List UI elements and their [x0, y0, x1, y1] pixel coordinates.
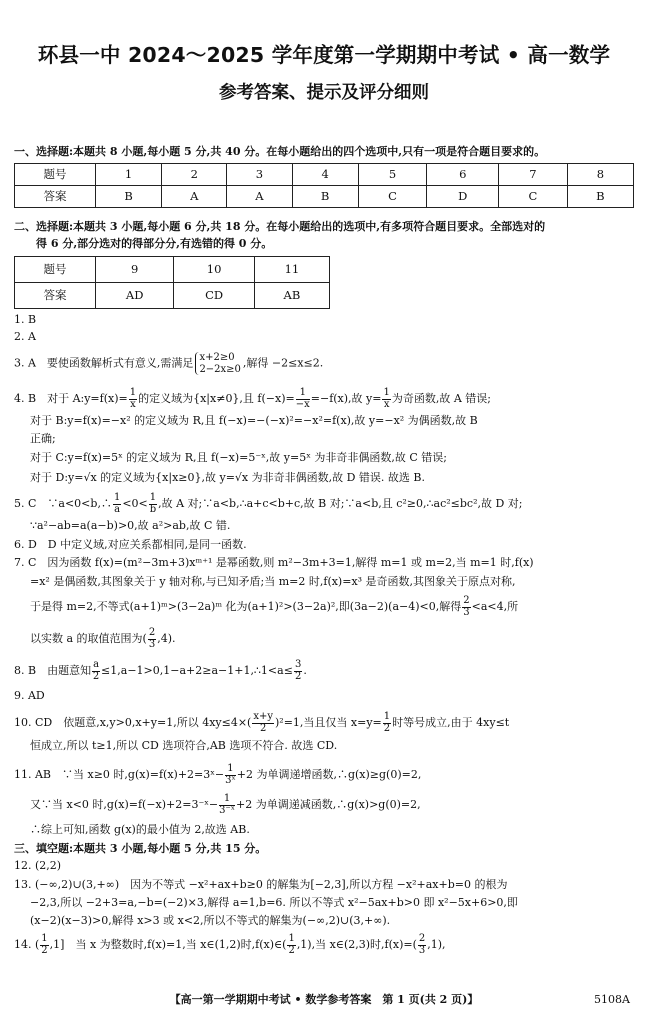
solution-text: 8. B 由题意知 [14, 664, 92, 677]
solution-1: 1. B [14, 313, 37, 326]
table-cell: A [162, 186, 227, 208]
solution-text: 于是得 m=2,不等式(a+1)ᵐ>(3−2a)ᵐ 化为(a+1)²>(3−2a)²,即(3a−2)(a−4)<0,解得 [30, 600, 462, 613]
fraction: $\frac{2}{3}$ [148, 627, 156, 650]
solution-4-line1 [14, 388, 491, 410]
table-cell: B [96, 186, 162, 208]
table-cell: C [358, 186, 427, 208]
fraction: $\frac{1}{b}$ [149, 492, 157, 515]
solution-text: 的定义域为{x|x≠0},且 f(−x)= [138, 392, 295, 405]
solution-text: <a<4,所 [471, 600, 519, 613]
fraction: $\frac{1}{\text{3ˣ}}$ [225, 763, 236, 786]
fraction: $\frac{1}{2}$ [41, 933, 48, 956]
solution-11-line3: ∴综上可知,函数 g(x)的最小值为 2,故选 AB. [30, 823, 250, 836]
solution-text: 11. AB ∵当 x≥0 时,g(x)=f(x)+2=3ˣ− [14, 768, 225, 781]
table-cell: 6 [427, 164, 499, 186]
table-cell: A [227, 186, 292, 208]
page-title: 环县一中 2024～2025 学年度第一学期期中考试 • 高一数学 [37, 43, 611, 67]
solution-5-line1 [14, 493, 523, 515]
solution-text: 为奇函数,故 A 错误; [391, 392, 491, 405]
solution-2: 2. A [14, 330, 36, 343]
fraction: $\frac{1}{2}$ [383, 711, 391, 734]
solution-13-line3: (x−2)(x−3)>0,解得 x>3 或 x<2,所以不等式的解集为(−∞,2)∪(3,+∞). [30, 914, 391, 927]
solution-6: 6. D D 中定义域,对应关系都相同,是同一函数. [14, 538, 247, 551]
table-cell: 10 [174, 257, 254, 283]
inequality-line: 2−2x≥0 [199, 363, 241, 375]
solution-5-line2: ∵a²−ab=a(a−b)>0,故 a²>ab,故 C 错. [30, 519, 231, 532]
solution-7-line2: =x² 是偶函数,其图象关于 y 轴对称,与已知矛盾;当 m=2 时,f(x)=x³ 是奇函数,其图象关于原点对称, [30, 575, 516, 588]
solution-11-line2 [30, 794, 421, 816]
section3-heading: 三、填空题:本题共 3 小题,每小题 5 分,共 15 分。 [14, 842, 267, 855]
table-row [15, 164, 634, 186]
solution-text: <0< [122, 497, 148, 510]
table-cell: AD [96, 283, 174, 309]
section1-answer-table [14, 163, 634, 208]
table-cell: 题号 [15, 257, 96, 283]
inequality-line: x+2≥0 [199, 352, 235, 363]
fraction: $\frac{1}{-x}$ [295, 387, 310, 410]
solution-text: ,解得 −2≤x≤2. [242, 356, 324, 370]
table-cell: 题号 [15, 164, 96, 186]
fraction: $\frac{1}{x}$ [129, 387, 137, 410]
solution-12: 12. (2,2) [14, 859, 62, 872]
section2-answer-table [14, 256, 330, 309]
fraction: $\frac{1}{\text{3⁻ˣ}}$ [219, 793, 236, 816]
fraction: $\frac{3}{2}$ [294, 659, 302, 682]
inequality-system [195, 352, 240, 375]
solution-text: . [303, 664, 307, 677]
solution-10-line1 [14, 712, 509, 734]
table-row [15, 186, 634, 208]
solution-14 [14, 934, 446, 956]
table-cell: 11 [254, 257, 329, 283]
solution-4-line3: 正确; [30, 432, 56, 445]
solution-text: ≤1,a−1>0,1−a+2≥a−1+1,∴1<a≤ [101, 664, 293, 677]
solution-text: ,故 A 对;∵a<b,∴a+c<b+c,故 B 对;∵a<b,且 c²≥0,∴ac²≤bc²,故 D 对; [158, 497, 523, 510]
table-cell: 答案 [15, 283, 96, 309]
solution-text: ,1), [427, 938, 446, 951]
table-cell: 7 [499, 164, 568, 186]
table-row [15, 283, 330, 309]
solution-3 [14, 352, 323, 375]
solution-text: +2 为单调递增函数,∴g(x)≥g(0)=2, [236, 768, 422, 781]
table-cell: 8 [567, 164, 633, 186]
table-cell: 4 [292, 164, 358, 186]
fraction: $\frac{x+y}{2}$ [253, 711, 274, 734]
page-footer: 【高一第一学期期中考试 • 数学参考答案 第 1 页(共 2 页)】 [169, 993, 479, 1006]
solution-text: )²=1,当且仅当 x=y= [275, 716, 382, 729]
solution-4-line2: 对于 B:y=f(x)=−x² 的定义域为 R,且 f(−x)=−(−x)²=−x²=f(x),故 y=−x² 为偶函数,故 B [30, 414, 478, 427]
fraction: $\frac{a}{2}$ [92, 659, 100, 682]
solution-text: 又∵当 x<0 时,g(x)=f(−x)+2=3⁻ˣ− [30, 798, 219, 811]
solution-text: 以实数 a 的取值范围为( [30, 632, 147, 645]
solution-7-line3 [30, 596, 518, 618]
solution-8 [14, 660, 307, 682]
fraction: $\frac{2}{3}$ [463, 595, 470, 618]
table-cell: 答案 [15, 186, 96, 208]
solution-4-line5: 对于 D:y=√x 的定义域为{x|x≥0},故 y=√x 为非奇非偶函数,故 D 错误. 故选 B. [30, 471, 425, 484]
section2-heading-line2: 得 6 分,部分选对的得部分分,有选错的得 0 分。 [36, 237, 273, 250]
table-cell: 1 [96, 164, 162, 186]
solution-text: 4. B 对于 A:y=f(x)= [14, 392, 128, 405]
document-code: 5108A [594, 993, 630, 1006]
solution-7-line1: 7. C 因为函数 f(x)=(m²−3m+3)xᵐ⁺¹ 是幂函数,则 m²−3m+3=1,解得 m=1 或 m=2,当 m=1 时,f(x) [14, 556, 534, 569]
solution-text: 5. C ∵a<0<b,∴ [14, 497, 112, 510]
solution-text: +2 为单调递减函数,∴g(x)>g(0)=2, [236, 798, 421, 811]
table-cell: 2 [162, 164, 227, 186]
table-cell: 9 [96, 257, 174, 283]
section2-heading-line1: 二、选择题:本题共 3 小题,每小题 6 分,共 18 分。在每小题给出的选项中,有多项符合题目要求。全部选对的 [14, 220, 546, 233]
solution-13-line1: 13. (−∞,2)∪(3,+∞) 因为不等式 −x²+ax+b≥0 的解集为[−2,3],所以方程 −x²+ax+b=0 的根为 [14, 878, 508, 891]
table-cell: D [427, 186, 499, 208]
section1-heading: 一、选择题:本题共 8 小题,每小题 5 分,共 40 分。在每小题给出的四个选项中,只有一项是符合题目要求的。 [14, 145, 546, 158]
fraction: $\frac{2}{3}$ [418, 933, 426, 956]
fraction: $\frac{1}{a}$ [113, 492, 121, 515]
solution-text: ,4). [157, 632, 176, 645]
page-subtitle: 参考答案、提示及评分细则 [219, 83, 429, 103]
solution-4-line4: 对于 C:y=f(x)=5ˣ 的定义域为 R,且 f(−x)=5⁻ˣ,故 y=5ˣ 为非奇非偶函数,故 C 错误; [30, 451, 448, 464]
solution-text: 时等号成立,由于 4xy≤t [392, 716, 510, 729]
solution-7-line4 [30, 628, 176, 650]
solution-text: 3. A 要使函数解析式有意义,需满足 [14, 356, 194, 370]
table-cell: CD [174, 283, 254, 309]
solution-13-line2: −2,3,所以 −2+3=a,−b=(−2)×3,解得 a=1,b=6. 所以不等式 x²−5ax+b>0 即 x²−5x+6>0,即 [30, 896, 518, 909]
table-cell: B [567, 186, 633, 208]
table-cell: C [499, 186, 568, 208]
fraction: $\frac{1}{x}$ [383, 387, 390, 410]
solution-11-line1 [14, 764, 421, 786]
solution-text: ,1] 当 x 为整数时,f(x)=1,当 x∈(1,2)时,f(x)∈( [49, 938, 287, 951]
table-cell: AB [254, 283, 329, 309]
solution-text: ,1),当 x∈(2,3)时,f(x)=( [296, 938, 417, 951]
table-row [15, 257, 330, 283]
solution-text: =−f(x),故 y= [310, 392, 382, 405]
solution-9: 9. AD [14, 689, 45, 702]
fraction: $\frac{1}{2}$ [288, 933, 295, 956]
solution-text: 14. ( [14, 938, 40, 951]
solution-text: 10. CD 依题意,x,y>0,x+y=1,所以 4xy≤4×( [14, 716, 252, 729]
solution-10-line2: 恒成立,所以 t≥1,所以 CD 选项符合,AB 选项不符合. 故选 CD. [30, 739, 338, 752]
table-cell: B [292, 186, 358, 208]
table-cell: 3 [227, 164, 292, 186]
table-cell: 5 [358, 164, 427, 186]
